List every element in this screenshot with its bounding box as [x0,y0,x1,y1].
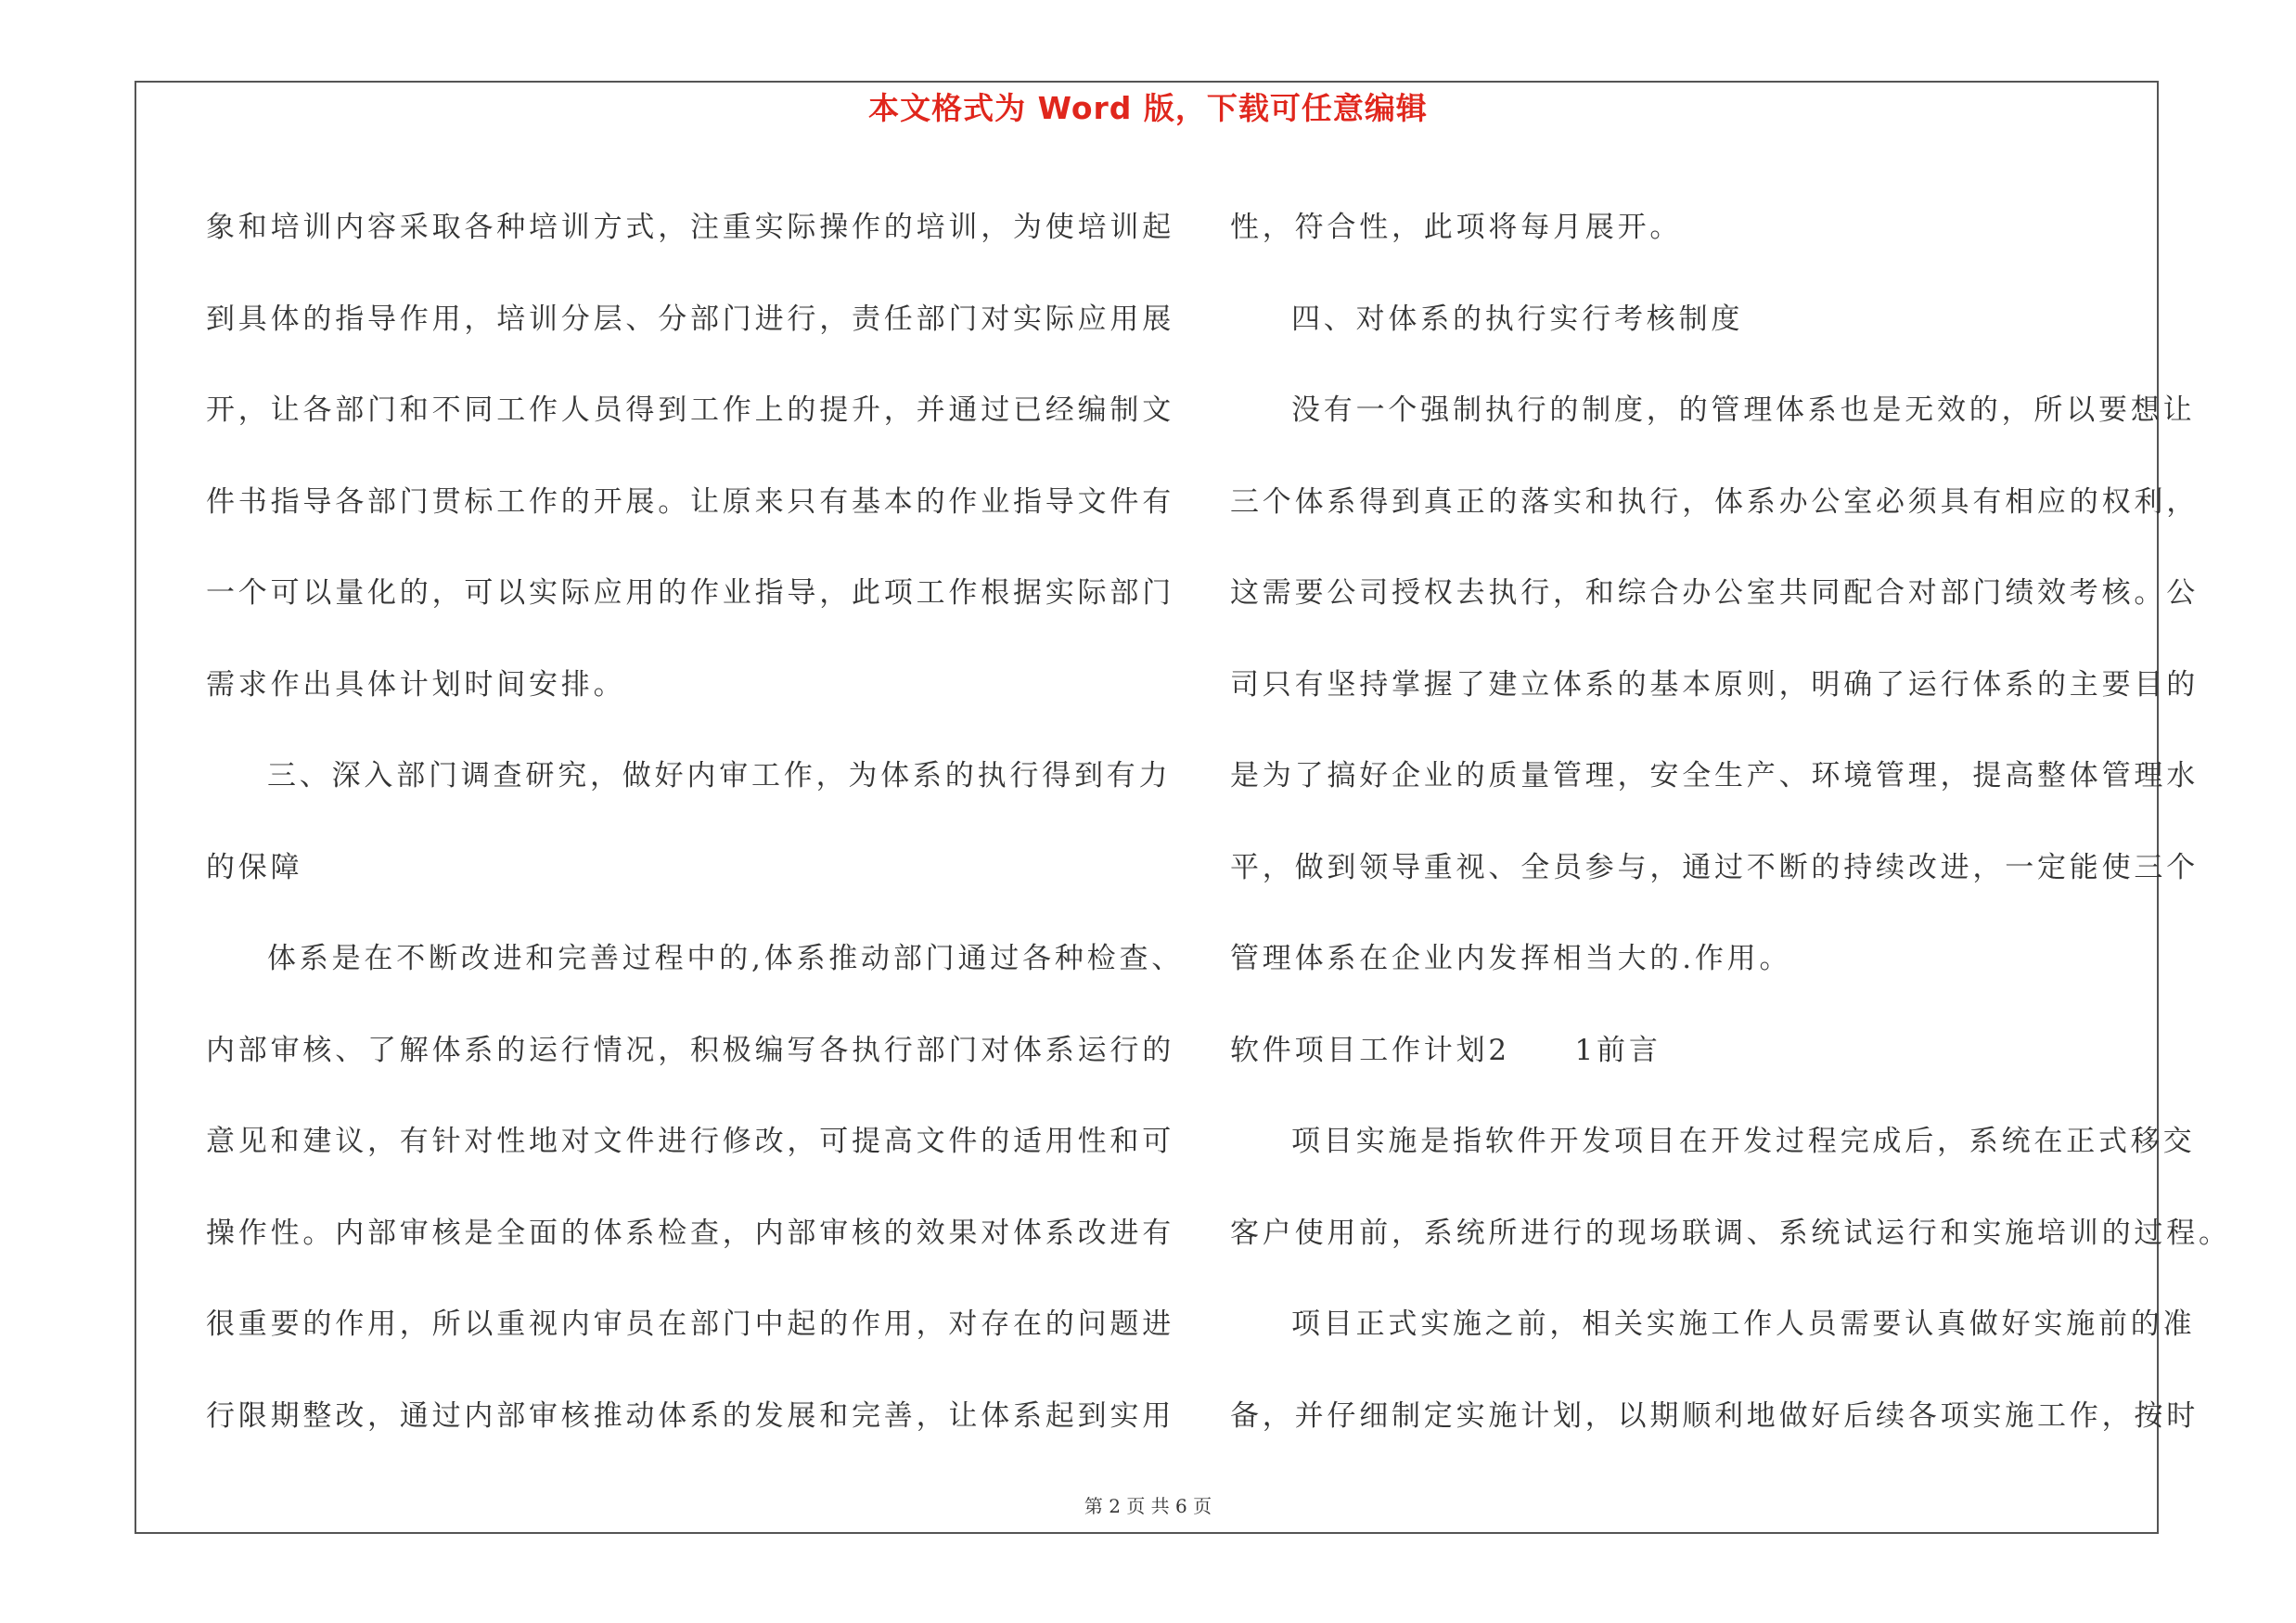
text-line: 备，并仔细制定实施计划，以期顺利地做好后续各项实施工作，按时 [1230,1398,2199,1433]
left-text-column [206,182,1185,1462]
text-line: 没有一个强制执行的制度，的管理体系也是无效的，所以要想让 [1291,393,2196,427]
text-line: 意见和建议，有针对性地对文件进行修改，可提高文件的适用性和可 [206,1125,1174,1158]
right-text-column [1230,182,2231,1462]
document-header-title: 本文格式为 Word 版，下载可任意编辑 [868,90,1428,126]
section-heading-three: 三、深入部门调查研究，做好内审工作，为体系的执行得到有力 [267,759,1172,792]
text-line: 到具体的指导作用，培训分层、分部门进行，责任部门对实际应用展 [206,302,1174,336]
text-line: 三个体系得到真正的落实和执行，体系办公室必须具有相应的权利， [1230,484,2199,519]
section-heading-four: 四、对体系的执行实行考核制度 [1291,302,1744,336]
text-line: 客户使用前，系统所进行的现场联调、系统试运行和实施培训的过程。 [1230,1216,2231,1250]
text-line: 操作性。内部审核是全面的体系检查，内部审核的效果对体系改进有 [206,1216,1174,1250]
text-line: 是为了搞好企业的质量管理，安全生产、环境管理，提高整体管理水 [1230,759,2199,792]
text-line: 体系是在不断改进和完善过程中的,体系推动部门通过各种检查、 [267,942,1185,975]
text-line: 的保障 [206,850,303,884]
text-line: 司只有坚持掌握了建立体系的基本原则，明确了运行体系的主要目的 [1230,667,2199,702]
text-line: 性，符合性，此项将每月展开。 [1230,211,1683,244]
text-line: 一个可以量化的，可以实际应用的作业指导，此项工作根据实际部门 [206,576,1174,610]
document-subtitle: 软件项目工作计划2 1前言 [1230,1033,1661,1067]
text-line: 件书指导各部门贯标工作的开展。让原来只有基本的作业指导文件有 [206,484,1174,519]
page-number-footer: 第 2 页 共 6 页 [1084,1495,1212,1517]
text-line: 内部审核、了解体系的运行情况，积极编写各执行部门对体系运行的 [206,1033,1174,1067]
text-line: 行限期整改，通过内部审核推动体系的发展和完善，让体系起到实用 [206,1398,1174,1433]
text-line: 需求作出具体计划时间安排。 [206,667,626,702]
text-line: 这需要公司授权去执行，和综合办公室共同配合对部门绩效考核。公 [1230,576,2199,610]
text-line: 项目正式实施之前，相关实施工作人员需要认真做好实施前的准 [1291,1307,2196,1341]
text-line: 平，做到领导重视、全员参与，通过不断的持续改进，一定能使三个 [1230,850,2199,884]
text-line: 管理体系在企业内发挥相当大的.作用。 [1230,942,1792,975]
text-line: 项目实施是指软件开发项目在开发过程完成后，系统在正式移交 [1291,1125,2196,1158]
text-line: 开，让各部门和不同工作人员得到工作上的提升，并通过已经编制文 [206,393,1174,427]
text-line: 很重要的作用，所以重视内审员在部门中起的作用，对存在的问题进 [206,1307,1174,1341]
text-line: 象和培训内容采取各种培训方式，注重实际操作的培训，为使培训起 [206,211,1174,244]
